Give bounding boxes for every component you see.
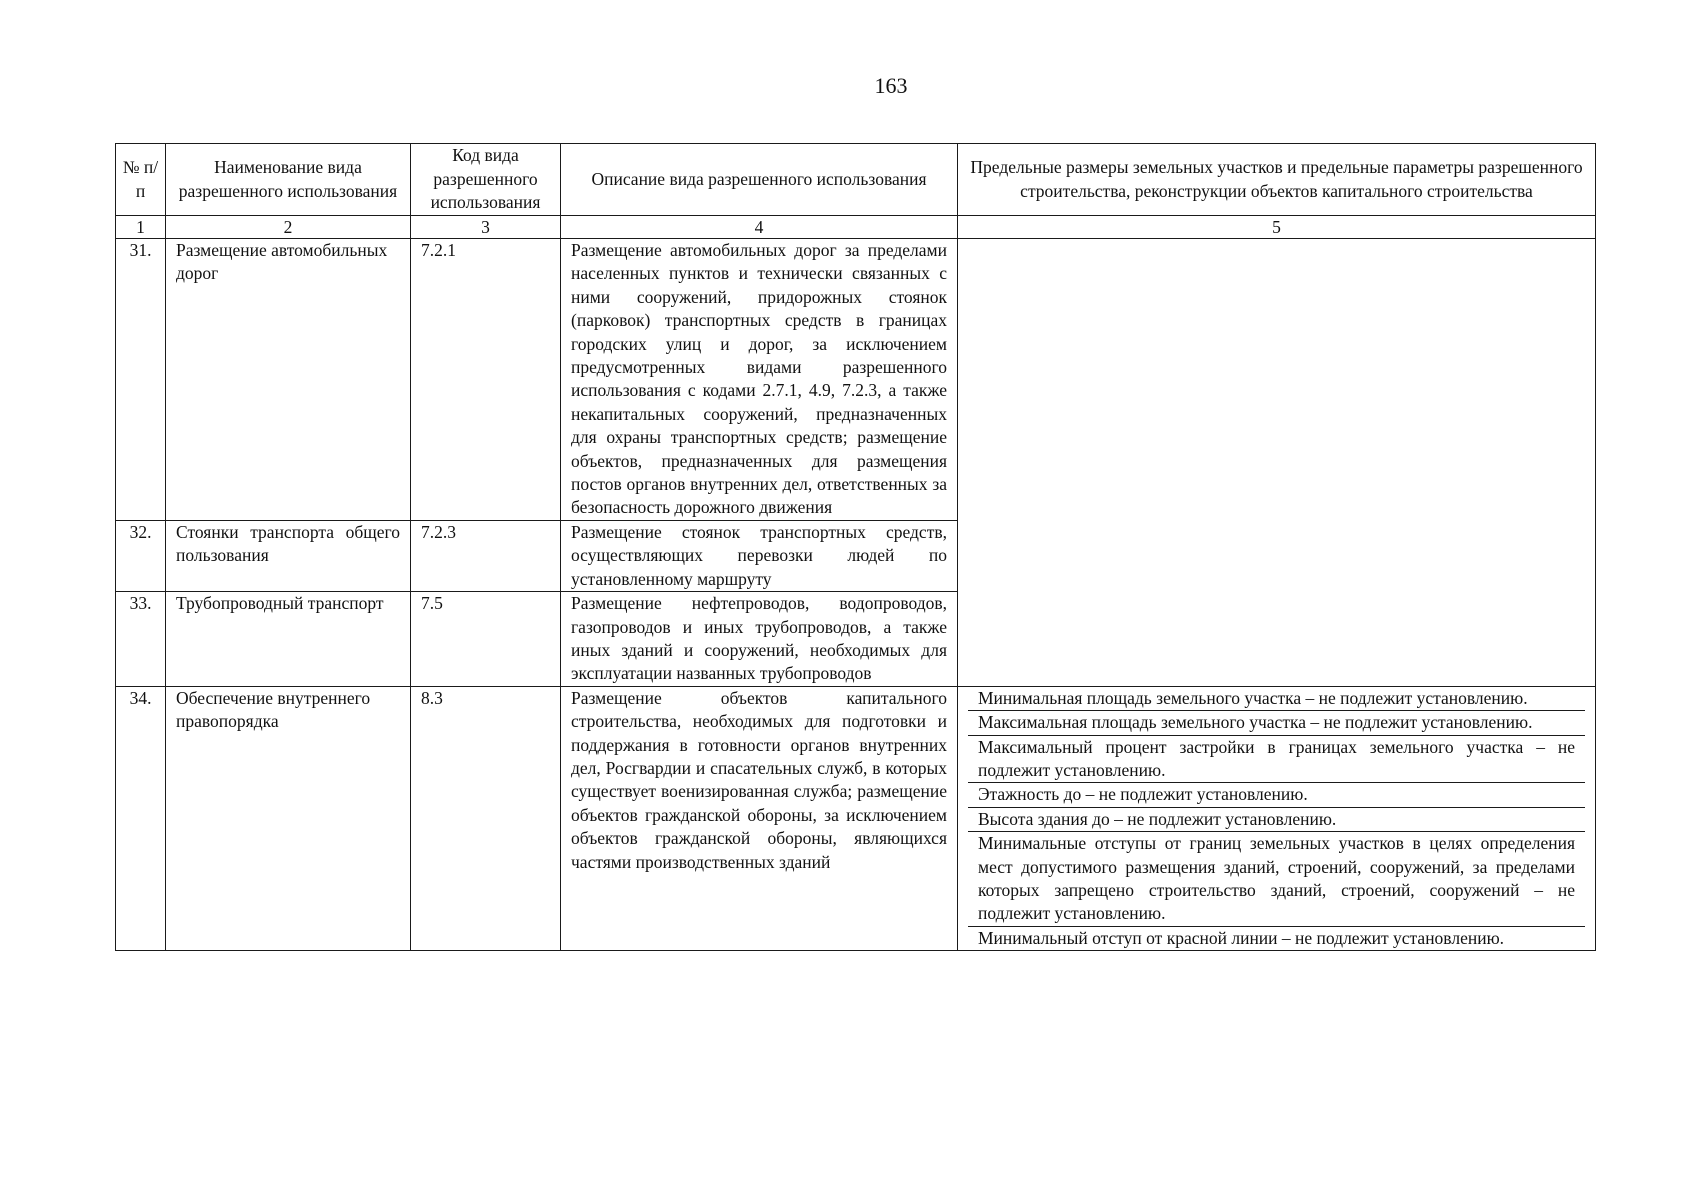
- parameters-cell: [958, 686, 1596, 950]
- header-description: Описание вида разрешенного использования: [561, 144, 958, 216]
- row-number: 31.: [116, 239, 166, 521]
- row-description: Размещение нефтепроводов, водопроводов, газопроводов и иных трубопроводов, а также иных зданий и сооружений, необходимых для эксплуатации названных трубопроводов: [561, 592, 958, 687]
- parameter-item: Этажность до – не подлежит установлению.: [968, 783, 1585, 807]
- parameter-item: Максимальный процент застройки в границах земельного участка – не подлежит установлению.: [968, 735, 1585, 783]
- row-code: 7.2.3: [411, 520, 561, 591]
- row-description: Размещение объектов капитального строительства, необходимых для подготовки и поддержания в готовности органов внутренних дел, Росгвардии и спасательных служб, в которых существует военизированная служба; размещение объектов гражданской обороны, за исключением объектов гражданской обороны, являющихся частями производственных зданий: [561, 686, 958, 950]
- column-number: 1: [116, 216, 166, 239]
- parameter-item: Минимальный отступ от красной линии – не подлежит установлению.: [978, 927, 1505, 948]
- header-parameters: Предельные размеры земельных участков и предельные параметры разрешенного строительства, реконструкции объектов капитального строительства: [958, 144, 1596, 216]
- row-description: Размещение стоянок транспортных средств, осуществляющих перевозки людей по установленному маршруту: [561, 520, 958, 591]
- parameter-item: Максимальная площадь земельного участка – не подлежит установлению.: [968, 711, 1585, 735]
- row-code: 8.3: [411, 686, 561, 950]
- table-row: [116, 686, 1596, 950]
- row-code: 7.5: [411, 592, 561, 687]
- header-name: Наименование вида разрешенного использования: [166, 144, 411, 216]
- column-number: 4: [561, 216, 958, 239]
- column-number: 3: [411, 216, 561, 239]
- row-number: 32.: [116, 520, 166, 591]
- column-number: 2: [166, 216, 411, 239]
- parameter-item: Высота здания до – не подлежит установлению.: [968, 807, 1585, 831]
- page-number: 163: [874, 73, 908, 98]
- header-row: [116, 144, 1596, 216]
- row-name: Трубопроводный транспорт: [166, 592, 411, 687]
- row-name: Размещение автомобильных дорог: [166, 239, 411, 521]
- land-use-table: [115, 143, 1596, 951]
- row-number: 33.: [116, 592, 166, 687]
- row-number: 34.: [116, 686, 166, 950]
- parameters-list: [968, 687, 1585, 950]
- parameters-empty-cell: [958, 239, 1596, 687]
- header-code: Код вида разрешенного использования: [411, 144, 561, 216]
- parameter-item: Минимальные отступы от границ земельных участков в целях определения мест допустимого размещения зданий, строений, сооружений, за пределами которых запрещено строительство зданий, строений, сооружений – не подлежит установлению.: [968, 832, 1585, 927]
- row-code: 7.2.1: [411, 239, 561, 521]
- row-description: Размещение автомобильных дорог за пределами населенных пунктов и технически связанных с ними сооружений, придорожных стоянок (парковок) транспортных средств в границах городских улиц и дорог, за исключением предусмотренных видами разрешенного использования с кодами 2.7.1, 4.9, 7.2.3, а также некапитальных сооружений, предназначенных для охраны транспортных средств; размещение объектов, предназначенных для размещения постов органов внутренних дел, ответственных за безопасность дорожного движения: [561, 239, 958, 521]
- parameter-item: Минимальная площадь земельного участка – не подлежит установлению.: [968, 687, 1585, 711]
- row-name: Обеспечение внутреннего правопорядка: [166, 686, 411, 950]
- row-name: Стоянки транспорта общего пользования: [166, 520, 411, 591]
- column-number-row: [116, 216, 1596, 239]
- column-number: 5: [958, 216, 1596, 239]
- header-number: № п/п: [116, 144, 166, 216]
- table-row: [116, 239, 1596, 521]
